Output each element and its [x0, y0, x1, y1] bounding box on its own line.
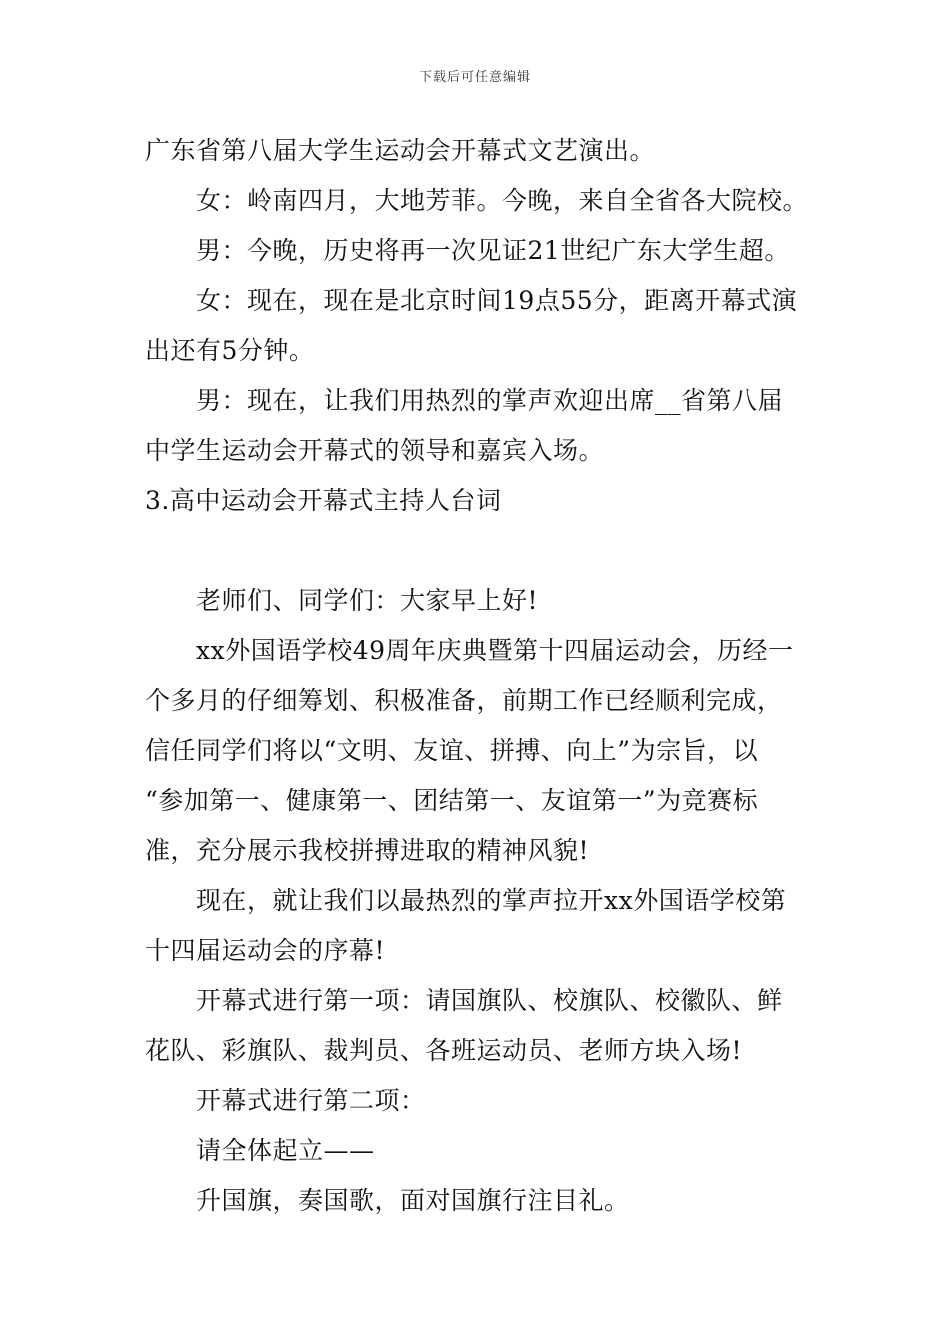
text-line: 花队、彩旗队、裁判员、各班运动员、老师方块入场!	[145, 1036, 743, 1065]
text-line: 信任同学们将以“文明、友谊、拼搏、向上”为宗旨，以	[145, 736, 759, 765]
text-line: 十四届运动会的序幕!	[145, 936, 386, 965]
text-line: 升国旗，奏国歌，面对国旗行注目礼。	[196, 1186, 630, 1215]
text-line: 现在，就让我们以最热烈的掌声拉开xx外国语学校第	[196, 886, 787, 915]
text-line: “参加第一、健康第一、团结第一、友谊第一”为竞赛标	[145, 786, 759, 815]
text-line: 男：今晚，历史将再一次见证21世纪广东大学生超。	[196, 236, 790, 265]
text-line: 开幕式进行第一项：请国旗队、校旗队、校徽队、鲜	[196, 986, 783, 1015]
text-line: 准，充分展示我校拼搏进取的精神风貌!	[145, 836, 590, 865]
text-line: 广东省第八届大学生运动会开幕式文艺演出。	[145, 136, 656, 165]
page-header-note: 下载后可任意编辑	[418, 70, 531, 85]
text-line: 请全体起立——	[196, 1136, 375, 1165]
text-line: 男：现在，让我们用热烈的掌声欢迎出席__省第八届	[196, 386, 784, 415]
blank-spacer	[145, 526, 810, 576]
text-line: 女：岭南四月，大地芳菲。今晚，来自全省各大院校。	[196, 186, 809, 215]
text-line: 开幕式进行第二项：	[196, 1086, 426, 1115]
text-line: 出还有5分钟。	[145, 336, 315, 365]
section-heading: 3.高中运动会开幕式主持人台词	[145, 486, 502, 515]
text-line: 老师们、同学们：大家早上好!	[196, 586, 539, 615]
text-line: xx外国语学校49周年庆典暨第十四届运动会，历经一	[196, 636, 794, 665]
text-line: 女：现在，现在是北京时间19点55分，距离开幕式演	[196, 286, 798, 315]
document-body	[145, 126, 810, 1226]
text-line: 个多月的仔细筹划、积极准备，前期工作已经顺利完成，	[145, 686, 783, 715]
text-line: 中学生运动会开幕式的领导和嘉宾入场。	[145, 436, 605, 465]
